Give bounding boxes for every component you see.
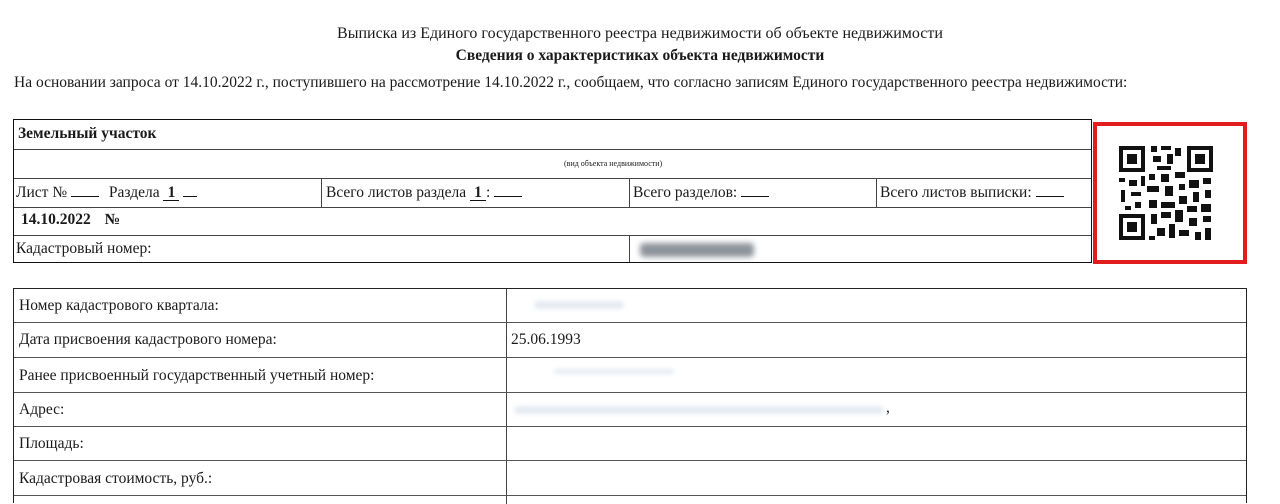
object-header-table [13,119,1092,263]
redacted-cadastral-quarter [534,301,624,309]
total-extract-sheets-field: Всего листов выписки: [880,182,1064,202]
row-value-assignment-date: 25.06.1993 [511,331,581,348]
total-sections-field: Всего разделов: [633,182,769,202]
row-label-address: Адрес: [19,401,65,418]
extract-date-number: 14.10.2022 № [21,211,121,228]
document-subtitle: Сведения о характеристиках объекта недвижимости [455,47,825,64]
document-title: Выписка из Единого государственного реестра недвижимости об объекте недвижимости [337,25,943,42]
cadastral-number-label: Кадастровый номер: [16,240,152,257]
object-type-caption: (вид объекта недвижимости) [564,159,663,168]
characteristics-table [13,288,1247,503]
row-label-cadastral-value: Кадастровая стоимость, руб.: [19,470,213,487]
row-label-area: Площадь: [19,435,84,452]
object-type: Земельный участок [18,125,157,142]
redacted-previous-number [554,369,674,374]
row-label-assignment-date: Дата присвоения кадастрового номера: [19,331,277,348]
sheet-number-field: Лист № Раздела 1 [16,182,197,202]
qr-code-frame [1093,122,1247,264]
row-label-cadastral-quarter: Номер кадастрового квартала: [19,297,219,314]
row-value-address: , [886,399,890,416]
redacted-address [514,406,884,414]
row-label-previous-number: Ранее присвоенный государственный учетный номер: [19,367,375,384]
qr-code-icon [1117,144,1215,242]
redacted-cadastral-number [640,243,754,257]
basis-paragraph: На основании запроса от 14.10.2022 г., поступившего на рассмотрение 14.10.2022 г., сообщаем, что согласно записям Единого государственного реестра недвижимости: [14,74,1128,91]
total-sheets-section-field: Всего листов раздела 1 : [326,182,522,202]
